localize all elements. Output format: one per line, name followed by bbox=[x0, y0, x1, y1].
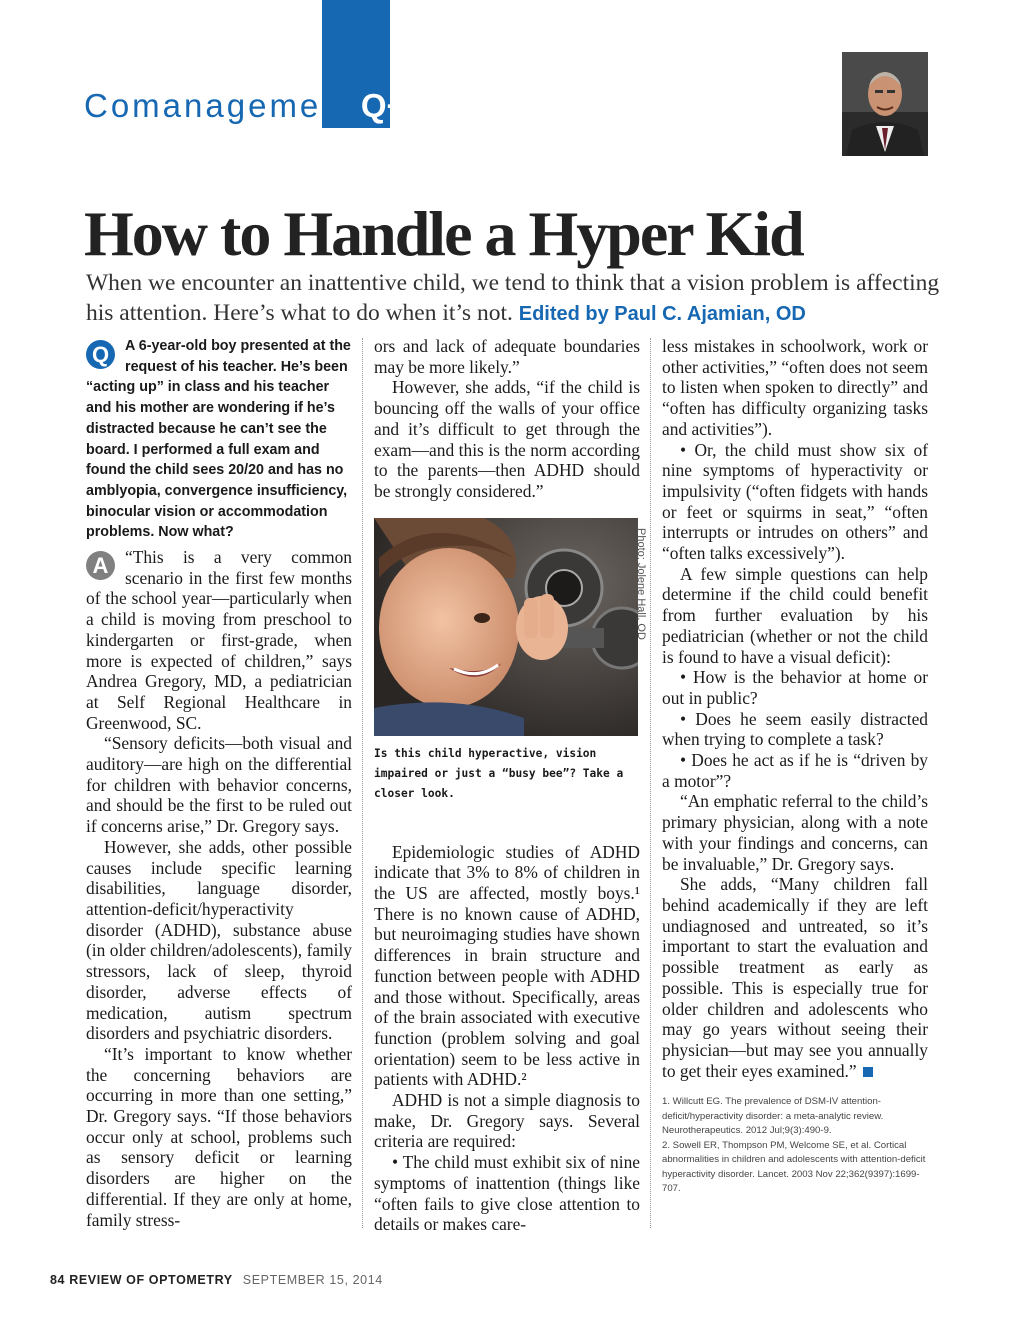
paragraph: • Does he act as if he is “driven by a motor”? bbox=[662, 750, 928, 791]
deck-text: When we encounter an inattentive child, we tend to think that a vision problem is affecting his attention. Here’s what to do when it’s not. bbox=[86, 270, 940, 326]
answer-body-col3 bbox=[662, 336, 928, 1081]
paragraph: • How is the behavior at home or out in public? bbox=[662, 667, 928, 708]
answer-body-col1 bbox=[86, 547, 352, 1230]
issue-date: SEPTEMBER 15, 2014 bbox=[242, 1273, 383, 1287]
paragraph: less mistakes in schoolwork, work or other activities,” “often does not seem to listen when spoken to directly” and “often has difficulty organizing tasks and activities”). bbox=[662, 336, 928, 439]
column-divider bbox=[362, 338, 363, 1228]
paragraph: • Does he seem easily distracted when trying to complete a task? bbox=[662, 708, 928, 750]
article-headline: How to Handle a Hyper Kid bbox=[84, 198, 803, 269]
article-deck bbox=[86, 268, 946, 329]
reference-item: 2. Sowell ER, Thompson PM, Welcome SE, et al. Cortical abnormalities in children and adolescents with attention-deficit hyperactivity disorder. Lancet. 2003 Nov 22;362(9397):1699-707. bbox=[662, 1139, 926, 1195]
paragraph: However, she adds, other possible causes include specific learning disabilities, language disorder, attention-deficit/hyperactivity disorder (ADHD), substance abuse (in older children/adolescents), family stressors, lack of sleep, thyroid disorder, adverse effects of medication, autism spectrum disorders and psychiatric disorders. bbox=[86, 836, 352, 1044]
column-2 bbox=[374, 336, 640, 1235]
section-badge: Q+A bbox=[360, 87, 430, 124]
paragraph: “Sensory deficits—both visual and auditory—are high on the differential for children with behavior concerns, and should be the first to be ruled out if concerns arise,” Dr. Gregory says. bbox=[86, 733, 352, 837]
paragraph: “An emphatic referral to the child’s primary physician, along with a note with your findings and concerns, can be invaluable,” Dr. Gregory says. bbox=[662, 791, 928, 874]
end-of-article-mark bbox=[863, 1067, 873, 1077]
photo-caption: Is this child hyperactive, vision impaired or just a “busy bee”? Take a closer look. bbox=[374, 746, 624, 800]
paragraph: “It’s important to know whether the concerning behaviors are occurring in more than one setting,” Dr. Gregory says. “If those behaviors occur only at school, problems such as sensory deficit or learning disorders are higher on the differential. If they are only at home, family stress- bbox=[86, 1043, 352, 1230]
paragraph: A few simple questions can help determine if the child could benefit from further evaluation by his pediatrician (whether or not the child is found to have a visual deficit): bbox=[662, 563, 928, 667]
column-1 bbox=[86, 336, 352, 1230]
paragraph: ors and lack of adequate boundaries may be more likely.” bbox=[374, 336, 640, 377]
answer-body-col2-bottom bbox=[374, 842, 640, 1235]
paragraph: “This is a very common scenario in the first few months of the school year—particularly when a child is moving from preschool to kindergarten or first-grade, when more is expected of children,” says Andrea Gregory, MD, a pediatrician at Self Regional Healthcare in Greenwood, SC. bbox=[86, 547, 352, 733]
column-divider bbox=[650, 338, 651, 1228]
photo-credit: Photo: Jolene Hall, OD bbox=[635, 528, 647, 640]
references bbox=[662, 1095, 928, 1197]
paragraph bbox=[662, 874, 928, 1081]
paragraph: ADHD is not a simple diagnosis to make, Dr. Gregory says. Several criteria are required: bbox=[374, 1090, 640, 1152]
page-number: 84 bbox=[50, 1273, 66, 1287]
editor-portrait bbox=[842, 52, 928, 156]
section-word: Comanagement bbox=[84, 87, 355, 124]
question-badge: Q bbox=[86, 340, 115, 369]
answer-badge: A bbox=[86, 551, 115, 580]
magazine-name: REVIEW OF OPTOMETRY bbox=[69, 1273, 233, 1287]
paragraph: • The child must exhibit six of nine symptoms of inattention (things like “often fails to give close attention to details or makes care- bbox=[374, 1152, 640, 1235]
paragraph: However, she adds, “if the child is bouncing off the walls of your office and it’s difficult to get through the exam—and this is the norm according to the parents—then ADHD should be strongly considered.” bbox=[374, 377, 640, 501]
column-3 bbox=[662, 336, 928, 1197]
closing-paragraph-text: She adds, “Many children fall behind academically if they are left undiagnosed and untreated, so it’s important to start the evaluation and possible treatment as early as possible. This is especially true for older children and adolescents who may go years without seeing their physician—but may see you annually to get their eyes examined.” bbox=[662, 874, 928, 1081]
question-block bbox=[86, 336, 352, 543]
section-label bbox=[84, 86, 430, 126]
answer-body-col2-top bbox=[374, 336, 640, 502]
paragraph: • Or, the child must show six of nine symptoms of hyperactivity or impulsivity (“often fidgets with hands or feet or squirms in seat,” “often interrupts or intrudes on others” and “often talks excessively”). bbox=[662, 439, 928, 564]
byline: Edited by Paul C. Ajamian, OD bbox=[518, 303, 806, 325]
child-photo bbox=[374, 518, 638, 736]
page-footer bbox=[50, 1273, 383, 1289]
question-text: A 6-year-old boy presented at the request of his teacher. He’s been “acting up” in class and his teacher and his mother are wondering if he’s distracted because he can’t see the board. I performed a full exam and found the child sees 20/20 and has no amblyopia, convergence insufficiency, binocular vision or accommodation problems. Now what? bbox=[86, 338, 351, 541]
reference-item: 1. Willcutt EG. The prevalence of DSM-IV attention-deficit/hyperactivity disorder: a meta-analytic review. Neurotherapeutics. 2012 Jul;9(3):490-9. bbox=[662, 1096, 884, 1137]
paragraph: Epidemiologic studies of ADHD indicate that 3% to 8% of children in the US are affected, mostly boys.¹ There is no known cause of ADHD, but neuroimaging studies have shown differences in brain structure and function between people with ADHD and those without. Specifically, areas of the brain associated with executive function (problem solving and goal orientation) seem to be less active in patients with ADHD.² bbox=[374, 841, 640, 1090]
